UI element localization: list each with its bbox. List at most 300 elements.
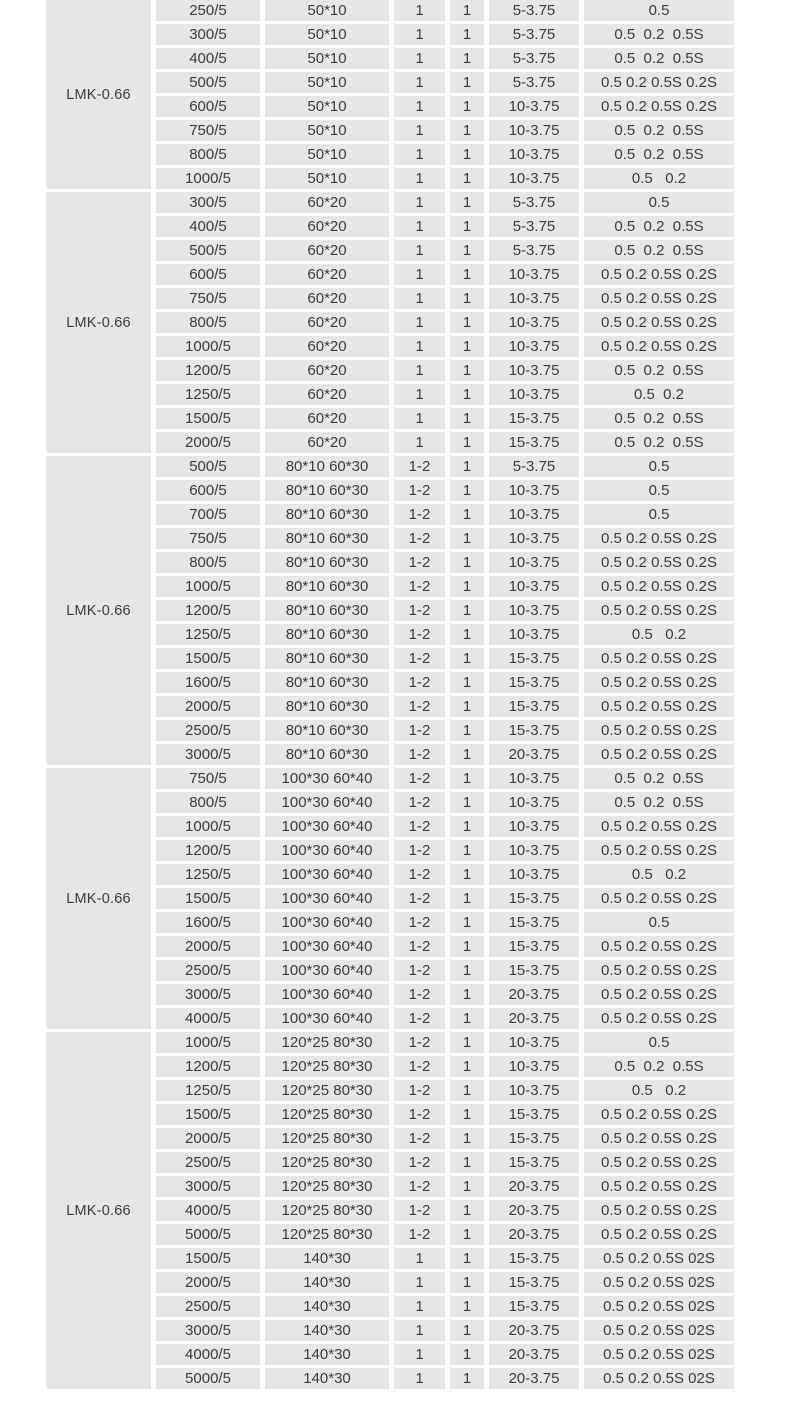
dimensions-cell: 120*25 80*30 bbox=[265, 1080, 389, 1101]
ratio-cell: 5000/5 bbox=[156, 1368, 260, 1389]
dimensions-cell: 140*30 bbox=[265, 1368, 389, 1389]
turns-cell: 1-2 bbox=[394, 576, 445, 597]
model-group bbox=[46, 456, 734, 765]
qty-cell: 1 bbox=[450, 312, 484, 333]
accuracy-class-cell: 0.5 0.2 0.5S bbox=[584, 360, 734, 381]
dimensions-cell: 140*30 bbox=[265, 1296, 389, 1317]
qty-cell: 1 bbox=[450, 0, 484, 21]
qty-cell: 1 bbox=[450, 1128, 484, 1149]
ratio-cell: 750/5 bbox=[156, 120, 260, 141]
burden-cell: 15-3.75 bbox=[489, 936, 579, 957]
qty-cell: 1 bbox=[450, 1056, 484, 1077]
ratio-cell: 2000/5 bbox=[156, 1128, 260, 1149]
ratio-cell: 2500/5 bbox=[156, 1152, 260, 1173]
dimensions-cell: 60*20 bbox=[265, 240, 389, 261]
qty-cell: 1 bbox=[450, 288, 484, 309]
dimensions-cell: 80*10 60*30 bbox=[265, 672, 389, 693]
turns-cell: 1 bbox=[394, 216, 445, 237]
burden-cell: 15-3.75 bbox=[489, 888, 579, 909]
dimensions-cell: 80*10 60*30 bbox=[265, 528, 389, 549]
turns-cell: 1-2 bbox=[394, 744, 445, 765]
ratio-cell: 1250/5 bbox=[156, 384, 260, 405]
accuracy-class-cell: 0.5 0.2 0.5S 0.2S bbox=[584, 1224, 734, 1245]
qty-cell: 1 bbox=[450, 1344, 484, 1365]
dimensions-cell: 60*20 bbox=[265, 384, 389, 405]
ratio-cell: 400/5 bbox=[156, 48, 260, 69]
burden-cell: 15-3.75 bbox=[489, 1104, 579, 1125]
model-cell: LMK-0.66 bbox=[46, 456, 151, 765]
ratio-cell: 500/5 bbox=[156, 240, 260, 261]
accuracy-class-cell: 0.5 0.2 bbox=[584, 1080, 734, 1101]
turns-cell: 1 bbox=[394, 288, 445, 309]
ratio-cell: 1250/5 bbox=[156, 624, 260, 645]
ratio-cell: 4000/5 bbox=[156, 1344, 260, 1365]
qty-cell: 1 bbox=[450, 576, 484, 597]
ratio-cell: 500/5 bbox=[156, 456, 260, 477]
dimensions-cell: 60*20 bbox=[265, 192, 389, 213]
qty-cell: 1 bbox=[450, 720, 484, 741]
turns-cell: 1-2 bbox=[394, 624, 445, 645]
burden-cell: 20-3.75 bbox=[489, 1368, 579, 1389]
dimensions-cell: 60*20 bbox=[265, 432, 389, 453]
dimensions-cell: 50*10 bbox=[265, 48, 389, 69]
accuracy-class-cell: 0.5 0.2 0.5S 02S bbox=[584, 1344, 734, 1365]
turns-cell: 1-2 bbox=[394, 816, 445, 837]
ratio-cell: 1000/5 bbox=[156, 1032, 260, 1053]
group-rows bbox=[156, 1032, 734, 1389]
burden-cell: 20-3.75 bbox=[489, 1008, 579, 1029]
accuracy-class-cell: 0.5 bbox=[584, 456, 734, 477]
dimensions-cell: 100*30 60*40 bbox=[265, 912, 389, 933]
burden-cell: 10-3.75 bbox=[489, 336, 579, 357]
burden-cell: 10-3.75 bbox=[489, 792, 579, 813]
turns-cell: 1 bbox=[394, 1296, 445, 1317]
burden-cell: 10-3.75 bbox=[489, 528, 579, 549]
dimensions-cell: 60*20 bbox=[265, 408, 389, 429]
ratio-cell: 400/5 bbox=[156, 216, 260, 237]
accuracy-class-cell: 0.5 0.2 bbox=[584, 864, 734, 885]
accuracy-class-cell: 0.5 0.2 bbox=[584, 624, 734, 645]
turns-cell: 1-2 bbox=[394, 552, 445, 573]
dimensions-cell: 120*25 80*30 bbox=[265, 1200, 389, 1221]
turns-cell: 1 bbox=[394, 432, 445, 453]
dimensions-cell: 120*25 80*30 bbox=[265, 1128, 389, 1149]
accuracy-class-cell: 0.5 0.2 0.5S 0.2S bbox=[584, 648, 734, 669]
turns-cell: 1 bbox=[394, 408, 445, 429]
burden-cell: 15-3.75 bbox=[489, 960, 579, 981]
burden-cell: 10-3.75 bbox=[489, 264, 579, 285]
ratio-cell: 1200/5 bbox=[156, 360, 260, 381]
burden-cell: 10-3.75 bbox=[489, 288, 579, 309]
turns-cell: 1-2 bbox=[394, 504, 445, 525]
dimensions-cell: 100*30 60*40 bbox=[265, 888, 389, 909]
burden-cell: 20-3.75 bbox=[489, 1176, 579, 1197]
burden-cell: 10-3.75 bbox=[489, 576, 579, 597]
ratio-cell: 1500/5 bbox=[156, 408, 260, 429]
dimensions-cell: 60*20 bbox=[265, 312, 389, 333]
qty-cell: 1 bbox=[450, 960, 484, 981]
accuracy-class-cell: 0.5 0.2 0.5S bbox=[584, 1056, 734, 1077]
ratio-cell: 1200/5 bbox=[156, 840, 260, 861]
accuracy-class-cell: 0.5 0.2 0.5S 0.2S bbox=[584, 1104, 734, 1125]
qty-cell: 1 bbox=[450, 24, 484, 45]
burden-cell: 15-3.75 bbox=[489, 672, 579, 693]
burden-cell: 10-3.75 bbox=[489, 768, 579, 789]
burden-cell: 10-3.75 bbox=[489, 168, 579, 189]
qty-cell: 1 bbox=[450, 936, 484, 957]
turns-cell: 1-2 bbox=[394, 528, 445, 549]
burden-cell: 10-3.75 bbox=[489, 1056, 579, 1077]
qty-cell: 1 bbox=[450, 624, 484, 645]
ratio-cell: 2500/5 bbox=[156, 1296, 260, 1317]
model-cell: LMK-0.66 bbox=[46, 1032, 151, 1389]
ratio-cell: 2000/5 bbox=[156, 696, 260, 717]
burden-cell: 10-3.75 bbox=[489, 96, 579, 117]
turns-cell: 1 bbox=[394, 240, 445, 261]
burden-cell: 10-3.75 bbox=[489, 816, 579, 837]
accuracy-class-cell: 0.5 0.2 0.5S 0.2S bbox=[584, 288, 734, 309]
turns-cell: 1-2 bbox=[394, 1176, 445, 1197]
burden-cell: 10-3.75 bbox=[489, 624, 579, 645]
turns-cell: 1-2 bbox=[394, 1104, 445, 1125]
turns-cell: 1 bbox=[394, 312, 445, 333]
turns-cell: 1-2 bbox=[394, 696, 445, 717]
burden-cell: 15-3.75 bbox=[489, 696, 579, 717]
burden-cell: 5-3.75 bbox=[489, 216, 579, 237]
burden-cell: 10-3.75 bbox=[489, 600, 579, 621]
ratio-cell: 1500/5 bbox=[156, 648, 260, 669]
accuracy-class-cell: 0.5 bbox=[584, 0, 734, 21]
model-group bbox=[46, 0, 734, 189]
accuracy-class-cell: 0.5 0.2 0.5S 02S bbox=[584, 1272, 734, 1293]
burden-cell: 20-3.75 bbox=[489, 1320, 579, 1341]
ratio-cell: 300/5 bbox=[156, 192, 260, 213]
ratio-cell: 3000/5 bbox=[156, 1176, 260, 1197]
ratio-cell: 800/5 bbox=[156, 552, 260, 573]
turns-cell: 1-2 bbox=[394, 936, 445, 957]
accuracy-class-cell: 0.5 0.2 0.5S 0.2S bbox=[584, 672, 734, 693]
qty-cell: 1 bbox=[450, 672, 484, 693]
turns-cell: 1-2 bbox=[394, 456, 445, 477]
qty-cell: 1 bbox=[450, 912, 484, 933]
ratio-cell: 1200/5 bbox=[156, 1056, 260, 1077]
burden-cell: 15-3.75 bbox=[489, 1296, 579, 1317]
turns-cell: 1-2 bbox=[394, 864, 445, 885]
burden-cell: 10-3.75 bbox=[489, 360, 579, 381]
accuracy-class-cell: 0.5 0.2 0.5S 0.2S bbox=[584, 1152, 734, 1173]
turns-cell: 1 bbox=[394, 1272, 445, 1293]
dimensions-cell: 100*30 60*40 bbox=[265, 768, 389, 789]
dimensions-cell: 120*25 80*30 bbox=[265, 1104, 389, 1125]
ratio-cell: 500/5 bbox=[156, 72, 260, 93]
burden-cell: 10-3.75 bbox=[489, 504, 579, 525]
turns-cell: 1 bbox=[394, 1368, 445, 1389]
turns-cell: 1-2 bbox=[394, 720, 445, 741]
accuracy-class-cell: 0.5 0.2 0.5S 02S bbox=[584, 1296, 734, 1317]
ratio-cell: 1500/5 bbox=[156, 888, 260, 909]
accuracy-class-cell: 0.5 0.2 0.5S 0.2S bbox=[584, 840, 734, 861]
qty-cell: 1 bbox=[450, 360, 484, 381]
model-cell: LMK-0.66 bbox=[46, 0, 151, 189]
dimensions-cell: 80*10 60*30 bbox=[265, 600, 389, 621]
dimensions-cell: 60*20 bbox=[265, 336, 389, 357]
dimensions-cell: 80*10 60*30 bbox=[265, 504, 389, 525]
turns-cell: 1-2 bbox=[394, 1008, 445, 1029]
ratio-cell: 600/5 bbox=[156, 264, 260, 285]
burden-cell: 5-3.75 bbox=[489, 456, 579, 477]
ratio-cell: 2000/5 bbox=[156, 936, 260, 957]
accuracy-class-cell: 0.5 0.2 0.5S 0.2S bbox=[584, 1200, 734, 1221]
burden-cell: 20-3.75 bbox=[489, 1200, 579, 1221]
ratio-cell: 2500/5 bbox=[156, 720, 260, 741]
burden-cell: 15-3.75 bbox=[489, 1272, 579, 1293]
ratio-cell: 1250/5 bbox=[156, 864, 260, 885]
accuracy-class-cell: 0.5 0.2 0.5S bbox=[584, 432, 734, 453]
accuracy-class-cell: 0.5 0.2 0.5S 0.2S bbox=[584, 696, 734, 717]
dimensions-cell: 60*20 bbox=[265, 216, 389, 237]
burden-cell: 10-3.75 bbox=[489, 1032, 579, 1053]
ratio-cell: 1200/5 bbox=[156, 600, 260, 621]
burden-cell: 10-3.75 bbox=[489, 144, 579, 165]
qty-cell: 1 bbox=[450, 1248, 484, 1269]
dimensions-cell: 120*25 80*30 bbox=[265, 1224, 389, 1245]
turns-cell: 1-2 bbox=[394, 1224, 445, 1245]
accuracy-class-cell: 0.5 0.2 bbox=[584, 168, 734, 189]
accuracy-class-cell: 0.5 0.2 0.5S 0.2S bbox=[584, 336, 734, 357]
turns-cell: 1-2 bbox=[394, 1128, 445, 1149]
qty-cell: 1 bbox=[450, 264, 484, 285]
burden-cell: 20-3.75 bbox=[489, 1344, 579, 1365]
qty-cell: 1 bbox=[450, 1104, 484, 1125]
accuracy-class-cell: 0.5 bbox=[584, 504, 734, 525]
burden-cell: 10-3.75 bbox=[489, 384, 579, 405]
qty-cell: 1 bbox=[450, 384, 484, 405]
accuracy-class-cell: 0.5 0.2 0.5S bbox=[584, 216, 734, 237]
accuracy-class-cell: 0.5 bbox=[584, 192, 734, 213]
turns-cell: 1-2 bbox=[394, 768, 445, 789]
accuracy-class-cell: 0.5 0.2 0.5S 0.2S bbox=[584, 312, 734, 333]
model-cell: LMK-0.66 bbox=[46, 192, 151, 453]
qty-cell: 1 bbox=[450, 816, 484, 837]
dimensions-cell: 80*10 60*30 bbox=[265, 456, 389, 477]
accuracy-class-cell: 0.5 0.2 0.5S bbox=[584, 768, 734, 789]
qty-cell: 1 bbox=[450, 840, 484, 861]
dimensions-cell: 60*20 bbox=[265, 264, 389, 285]
accuracy-class-cell: 0.5 0.2 0.5S 0.2S bbox=[584, 1008, 734, 1029]
dimensions-cell: 50*10 bbox=[265, 24, 389, 45]
dimensions-cell: 120*25 80*30 bbox=[265, 1176, 389, 1197]
accuracy-class-cell: 0.5 0.2 0.5S bbox=[584, 120, 734, 141]
accuracy-class-cell: 0.5 0.2 0.5S 0.2S bbox=[584, 984, 734, 1005]
burden-cell: 10-3.75 bbox=[489, 1080, 579, 1101]
dimensions-cell: 80*10 60*30 bbox=[265, 720, 389, 741]
burden-cell: 10-3.75 bbox=[489, 552, 579, 573]
dimensions-cell: 80*10 60*30 bbox=[265, 480, 389, 501]
accuracy-class-cell: 0.5 0.2 0.5S 0.2S bbox=[584, 600, 734, 621]
qty-cell: 1 bbox=[450, 216, 484, 237]
qty-cell: 1 bbox=[450, 888, 484, 909]
turns-cell: 1-2 bbox=[394, 840, 445, 861]
turns-cell: 1 bbox=[394, 1248, 445, 1269]
qty-cell: 1 bbox=[450, 984, 484, 1005]
ratio-cell: 750/5 bbox=[156, 768, 260, 789]
qty-cell: 1 bbox=[450, 744, 484, 765]
accuracy-class-cell: 0.5 0.2 0.5S 0.2S bbox=[584, 960, 734, 981]
turns-cell: 1-2 bbox=[394, 480, 445, 501]
turns-cell: 1-2 bbox=[394, 648, 445, 669]
dimensions-cell: 50*10 bbox=[265, 96, 389, 117]
qty-cell: 1 bbox=[450, 1272, 484, 1293]
accuracy-class-cell: 0.5 0.2 0.5S 0.2S bbox=[584, 744, 734, 765]
ratio-cell: 750/5 bbox=[156, 288, 260, 309]
ratio-cell: 1600/5 bbox=[156, 912, 260, 933]
dimensions-cell: 120*25 80*30 bbox=[265, 1056, 389, 1077]
ratio-cell: 300/5 bbox=[156, 24, 260, 45]
burden-cell: 5-3.75 bbox=[489, 192, 579, 213]
turns-cell: 1 bbox=[394, 0, 445, 21]
burden-cell: 20-3.75 bbox=[489, 984, 579, 1005]
burden-cell: 15-3.75 bbox=[489, 1128, 579, 1149]
accuracy-class-cell: 0.5 0.2 0.5S bbox=[584, 48, 734, 69]
model-group bbox=[46, 1032, 734, 1389]
turns-cell: 1 bbox=[394, 1320, 445, 1341]
turns-cell: 1 bbox=[394, 144, 445, 165]
dimensions-cell: 140*30 bbox=[265, 1248, 389, 1269]
qty-cell: 1 bbox=[450, 408, 484, 429]
accuracy-class-cell: 0.5 0.2 0.5S 0.2S bbox=[584, 264, 734, 285]
dimensions-cell: 120*25 80*30 bbox=[265, 1032, 389, 1053]
ratio-cell: 5000/5 bbox=[156, 1224, 260, 1245]
dimensions-cell: 60*20 bbox=[265, 360, 389, 381]
qty-cell: 1 bbox=[450, 1368, 484, 1389]
accuracy-class-cell: 0.5 0.2 0.5S bbox=[584, 408, 734, 429]
qty-cell: 1 bbox=[450, 768, 484, 789]
ratio-cell: 1000/5 bbox=[156, 816, 260, 837]
turns-cell: 1-2 bbox=[394, 912, 445, 933]
ratio-cell: 600/5 bbox=[156, 480, 260, 501]
burden-cell: 5-3.75 bbox=[489, 48, 579, 69]
qty-cell: 1 bbox=[450, 1200, 484, 1221]
ratio-cell: 1500/5 bbox=[156, 1104, 260, 1125]
accuracy-class-cell: 0.5 0.2 0.5S bbox=[584, 792, 734, 813]
qty-cell: 1 bbox=[450, 864, 484, 885]
dimensions-cell: 140*30 bbox=[265, 1320, 389, 1341]
qty-cell: 1 bbox=[450, 72, 484, 93]
qty-cell: 1 bbox=[450, 1176, 484, 1197]
dimensions-cell: 100*30 60*40 bbox=[265, 792, 389, 813]
qty-cell: 1 bbox=[450, 120, 484, 141]
turns-cell: 1 bbox=[394, 192, 445, 213]
turns-cell: 1-2 bbox=[394, 1056, 445, 1077]
turns-cell: 1 bbox=[394, 120, 445, 141]
accuracy-class-cell: 0.5 0.2 0.5S bbox=[584, 144, 734, 165]
burden-cell: 15-3.75 bbox=[489, 720, 579, 741]
accuracy-class-cell: 0.5 0.2 0.5S 0.2S bbox=[584, 936, 734, 957]
turns-cell: 1-2 bbox=[394, 1152, 445, 1173]
qty-cell: 1 bbox=[450, 192, 484, 213]
accuracy-class-cell: 0.5 0.2 0.5S 0.2S bbox=[584, 720, 734, 741]
turns-cell: 1 bbox=[394, 384, 445, 405]
burden-cell: 5-3.75 bbox=[489, 24, 579, 45]
accuracy-class-cell: 0.5 0.2 0.5S 0.2S bbox=[584, 816, 734, 837]
group-rows bbox=[156, 768, 734, 1029]
qty-cell: 1 bbox=[450, 648, 484, 669]
turns-cell: 1 bbox=[394, 72, 445, 93]
accuracy-class-cell: 0.5 0.2 0.5S 0.2S bbox=[584, 72, 734, 93]
ratio-cell: 1500/5 bbox=[156, 1248, 260, 1269]
qty-cell: 1 bbox=[450, 96, 484, 117]
burden-cell: 5-3.75 bbox=[489, 72, 579, 93]
burden-cell: 10-3.75 bbox=[489, 840, 579, 861]
ratio-cell: 2000/5 bbox=[156, 432, 260, 453]
ratio-cell: 800/5 bbox=[156, 792, 260, 813]
turns-cell: 1 bbox=[394, 360, 445, 381]
dimensions-cell: 50*10 bbox=[265, 0, 389, 21]
qty-cell: 1 bbox=[450, 240, 484, 261]
dimensions-cell: 140*30 bbox=[265, 1344, 389, 1365]
ratio-cell: 1000/5 bbox=[156, 576, 260, 597]
ratio-cell: 3000/5 bbox=[156, 984, 260, 1005]
turns-cell: 1 bbox=[394, 168, 445, 189]
dimensions-cell: 60*20 bbox=[265, 288, 389, 309]
burden-cell: 20-3.75 bbox=[489, 744, 579, 765]
group-rows bbox=[156, 0, 734, 189]
burden-cell: 10-3.75 bbox=[489, 120, 579, 141]
turns-cell: 1-2 bbox=[394, 1080, 445, 1101]
burden-cell: 15-3.75 bbox=[489, 1152, 579, 1173]
ratio-cell: 4000/5 bbox=[156, 1008, 260, 1029]
group-rows bbox=[156, 456, 734, 765]
dimensions-cell: 50*10 bbox=[265, 168, 389, 189]
ratio-cell: 600/5 bbox=[156, 96, 260, 117]
ratio-cell: 800/5 bbox=[156, 144, 260, 165]
turns-cell: 1 bbox=[394, 48, 445, 69]
burden-cell: 10-3.75 bbox=[489, 864, 579, 885]
dimensions-cell: 80*10 60*30 bbox=[265, 744, 389, 765]
ratio-cell: 800/5 bbox=[156, 312, 260, 333]
qty-cell: 1 bbox=[450, 336, 484, 357]
dimensions-cell: 80*10 60*30 bbox=[265, 624, 389, 645]
qty-cell: 1 bbox=[450, 1032, 484, 1053]
accuracy-class-cell: 0.5 0.2 0.5S 0.2S bbox=[584, 1128, 734, 1149]
qty-cell: 1 bbox=[450, 456, 484, 477]
dimensions-cell: 100*30 60*40 bbox=[265, 1008, 389, 1029]
ratio-cell: 250/5 bbox=[156, 0, 260, 21]
turns-cell: 1 bbox=[394, 1344, 445, 1365]
dimensions-cell: 100*30 60*40 bbox=[265, 936, 389, 957]
ratio-cell: 750/5 bbox=[156, 528, 260, 549]
turns-cell: 1-2 bbox=[394, 1200, 445, 1221]
qty-cell: 1 bbox=[450, 1080, 484, 1101]
burden-cell: 5-3.75 bbox=[489, 0, 579, 21]
qty-cell: 1 bbox=[450, 1296, 484, 1317]
ratio-cell: 1000/5 bbox=[156, 168, 260, 189]
qty-cell: 1 bbox=[450, 792, 484, 813]
dimensions-cell: 80*10 60*30 bbox=[265, 576, 389, 597]
turns-cell: 1 bbox=[394, 96, 445, 117]
accuracy-class-cell: 0.5 0.2 0.5S 02S bbox=[584, 1368, 734, 1389]
dimensions-cell: 80*10 60*30 bbox=[265, 552, 389, 573]
turns-cell: 1-2 bbox=[394, 672, 445, 693]
accuracy-class-cell: 0.5 0.2 0.5S 02S bbox=[584, 1248, 734, 1269]
qty-cell: 1 bbox=[450, 1008, 484, 1029]
dimensions-cell: 120*25 80*30 bbox=[265, 1152, 389, 1173]
accuracy-class-cell: 0.5 0.2 0.5S 0.2S bbox=[584, 528, 734, 549]
dimensions-cell: 80*10 60*30 bbox=[265, 648, 389, 669]
qty-cell: 1 bbox=[450, 168, 484, 189]
turns-cell: 1 bbox=[394, 336, 445, 357]
accuracy-class-cell: 0.5 bbox=[584, 1032, 734, 1053]
